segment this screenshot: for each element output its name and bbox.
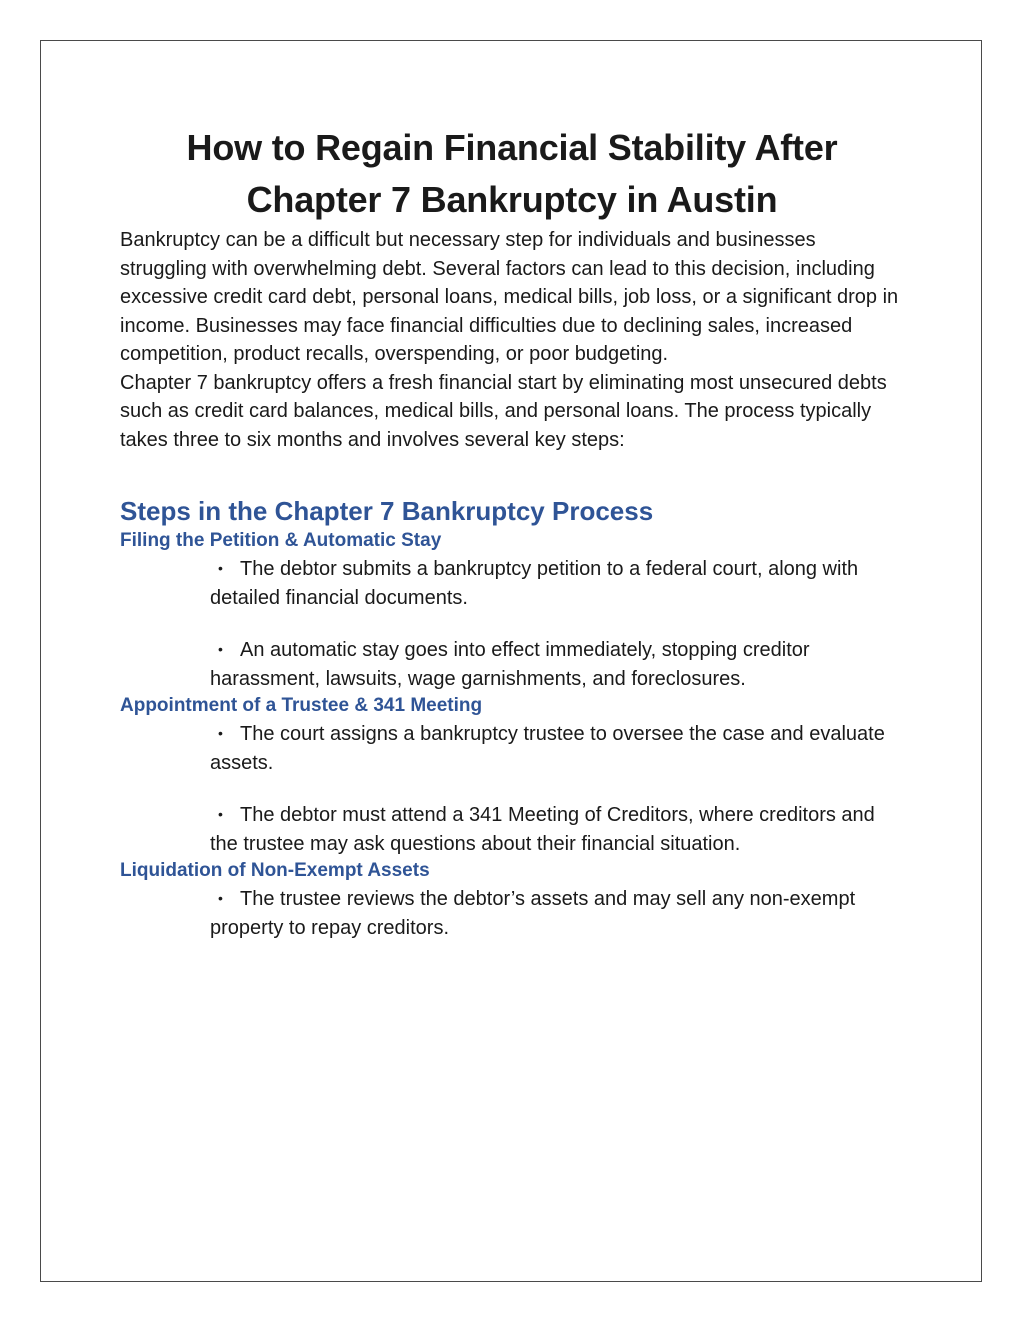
list-item bbox=[210, 554, 904, 612]
subheading-liquidation: Liquidation of Non-Exempt Assets bbox=[120, 860, 430, 881]
list-item bbox=[210, 800, 904, 858]
bullet-icon: • bbox=[218, 806, 223, 822]
subheading-filing-petition: Filing the Petition & Automatic Stay bbox=[120, 530, 442, 551]
bullet-list-trustee bbox=[120, 719, 904, 858]
list-item bbox=[210, 719, 904, 777]
section-heading: Steps in the Chapter 7 Bankruptcy Process bbox=[120, 496, 654, 526]
bullet-list-liquidation bbox=[120, 884, 904, 942]
list-item-text: An automatic stay goes into effect immediately, stopping creditor harassment, lawsuits, wage garnishments, and foreclosures. bbox=[210, 639, 810, 690]
list-item-text: The trustee reviews the debtor’s assets and may sell any non-exempt property to repay creditors. bbox=[210, 888, 856, 939]
bullet-icon: • bbox=[218, 890, 223, 906]
list-item-text: The debtor submits a bankruptcy petition to a federal court, along with detailed financial documents. bbox=[210, 558, 859, 609]
bullet-list-filing bbox=[120, 554, 904, 693]
list-item bbox=[210, 884, 904, 942]
document-title: How to Regain Financial Stability After Chapter 7 Bankruptcy in Austin bbox=[186, 127, 838, 220]
bullet-icon: • bbox=[218, 560, 223, 576]
bullet-icon: • bbox=[218, 725, 223, 741]
document-body bbox=[120, 122, 904, 942]
intro-paragraph: Bankruptcy can be a difficult but necessary step for individuals and businesses struggling with overwhelming debt. Several factors can lead to this decision, including excessive credit card debt, personal loans, medical bills, job loss, or a significant drop in income. Businesses may face financial difficulties due to declining sales, increased competition, product recalls, overspending, or poor budgeting. bbox=[120, 229, 899, 365]
list-item bbox=[210, 635, 904, 693]
list-item-text: The debtor must attend a 341 Meeting of Creditors, where creditors and the trustee may ask questions about their financial situation. bbox=[210, 804, 875, 855]
subheading-trustee-meeting: Appointment of a Trustee & 341 Meeting bbox=[120, 695, 483, 716]
list-item-text: The court assigns a bankruptcy trustee to oversee the case and evaluate assets. bbox=[210, 723, 885, 774]
bullet-icon: • bbox=[218, 641, 223, 657]
chapter7-paragraph: Chapter 7 bankruptcy offers a fresh financial start by eliminating most unsecured debts such as credit card balances, medical bills, and personal loans. The process typically takes three to six months and involves several key steps: bbox=[120, 371, 887, 451]
